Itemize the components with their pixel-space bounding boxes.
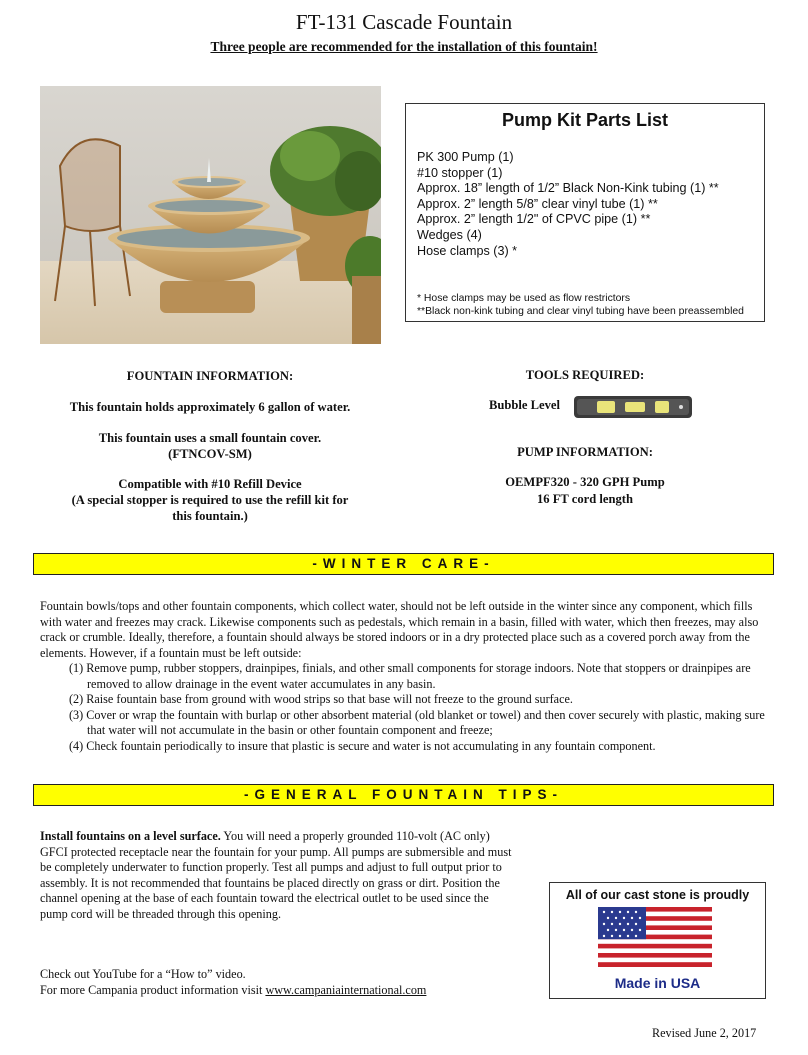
more-info-line xyxy=(40,983,426,999)
winter-care-paragraph: Fountain bowls/tops and other fountain components, which collect water, should not be left outside in the winter since any component, which fills with water and freezes may crack. Likewise components such as pedestals, which remain in a basin, filled with water, which then freezes, may also crack or crumble. Ideally, therefore, a fountain should always be stored indoors or in a dry protected place such as a covered porch away from the elements. However, if a fountain must be left outside: xyxy=(40,599,759,660)
pump-model: OEMPF320 - 320 GPH Pump xyxy=(505,475,665,489)
refill-line: Compatible with #10 Refill Device xyxy=(118,477,302,491)
note: **Black non-kink tubing and clear vinyl tubing have been preassembled xyxy=(417,306,744,317)
fountain-cover xyxy=(40,430,380,462)
cover-line: This fountain uses a small fountain cover. xyxy=(98,431,322,445)
bubble-level-icon xyxy=(573,394,693,420)
fountain-capacity: This fountain holds approximately 6 gallon of water. xyxy=(69,400,351,414)
list-item: (3) Cover or wrap the fountain with burlap or other absorbent material (old blanket or towel) and then cover securely with plastic, making sure that water will not accumulate in the basin or other fountain component and freeze; xyxy=(69,707,765,738)
list-item: PK 300 Pump (1) xyxy=(417,150,514,164)
bubble-level-label: Bubble Level xyxy=(489,398,561,412)
fountain-info-title: FOUNTAIN INFORMATION: xyxy=(126,369,294,383)
tips-text: You will need a properly grounded 110-volt (AC only) GFCI protected receptacle near the fountain for your pump. All pumps are submersible and must be completely underwater to function properly. Test all pumps and adjust to full output prior to assembly. It is not recommended that fountains be placed directly on grass or dirt. Position the channel opening at the base of each fountain toward the electrical outlet to be used since the pump cord will be threaded through this opening. xyxy=(40,829,512,921)
list-item: (4) Check fountain periodically to insure that plastic is secure and water is not accumulating in any fountain component. xyxy=(69,738,656,753)
cover-code: (FTNCOV-SM) xyxy=(168,447,252,461)
made-in-usa-label: Made in USA xyxy=(614,975,701,991)
refill-line: (A special stopper is required to use the refill kit for xyxy=(71,493,349,507)
list-item: (2) Raise fountain base from ground with wood strips so that base will not freeze to the ground surface. xyxy=(69,692,573,707)
tips-lead: Install fountains on a level surface. xyxy=(40,829,221,843)
made-in-usa-box xyxy=(549,882,766,999)
pump-info-title: PUMP INFORMATION: xyxy=(517,445,653,459)
pump-kit-box xyxy=(405,103,765,322)
list-item: Approx. 2” length 5/8” clear vinyl tube (1) ** xyxy=(417,196,658,211)
installation-note: Three people are recommended for the installation of this fountain! xyxy=(210,39,598,54)
tools-title: TOOLS REQUIRED: xyxy=(525,368,645,382)
pump-kit-list xyxy=(417,150,719,259)
pump-cord-length: 16 FT cord length xyxy=(537,492,633,506)
us-flag-icon xyxy=(598,907,712,967)
winter-care-banner: -WINTER CARE- xyxy=(33,553,774,575)
pump-kit-title: Pump Kit Parts List xyxy=(501,110,669,130)
general-tips-banner: -GENERAL FOUNTAIN TIPS- xyxy=(33,784,774,806)
usa-caption: All of our cast stone is proudly xyxy=(565,888,750,902)
more-info-prefix: For more Campania product information visit xyxy=(40,983,266,997)
page-title: FT-131 Cascade Fountain xyxy=(295,10,513,34)
note: * Hose clamps may be used as flow restrictors xyxy=(417,293,631,304)
youtube-note: Check out YouTube for a “How to” video. xyxy=(40,967,246,981)
list-item: (1) Remove pump, rubber stoppers, drainpipes, finials, and other small components for storage indoors. Note that stoppers or drainpipes are removed to allow drainage in the event water accumulates in any basin. xyxy=(69,661,751,691)
refill-line: this fountain.) xyxy=(172,509,248,523)
winter-care-steps xyxy=(69,661,775,755)
list-item: Hose clamps (3) * xyxy=(417,243,518,258)
fountain-photo xyxy=(40,86,381,344)
campania-website-link[interactable]: www.campaniainternational.com xyxy=(265,983,427,997)
list-item: Approx. 18” length of 1/2” Black Non-Kink tubing (1) ** xyxy=(417,181,719,196)
pump-kit-notes xyxy=(417,292,744,318)
list-item: Wedges (4) xyxy=(417,227,482,242)
list-item: Approx. 2” length 1/2" of CPVC pipe (1) ** xyxy=(417,212,651,227)
refill-device xyxy=(40,476,380,524)
list-item: #10 stopper (1) xyxy=(417,165,503,180)
revision-date: Revised June 2, 2017 xyxy=(652,1026,757,1040)
